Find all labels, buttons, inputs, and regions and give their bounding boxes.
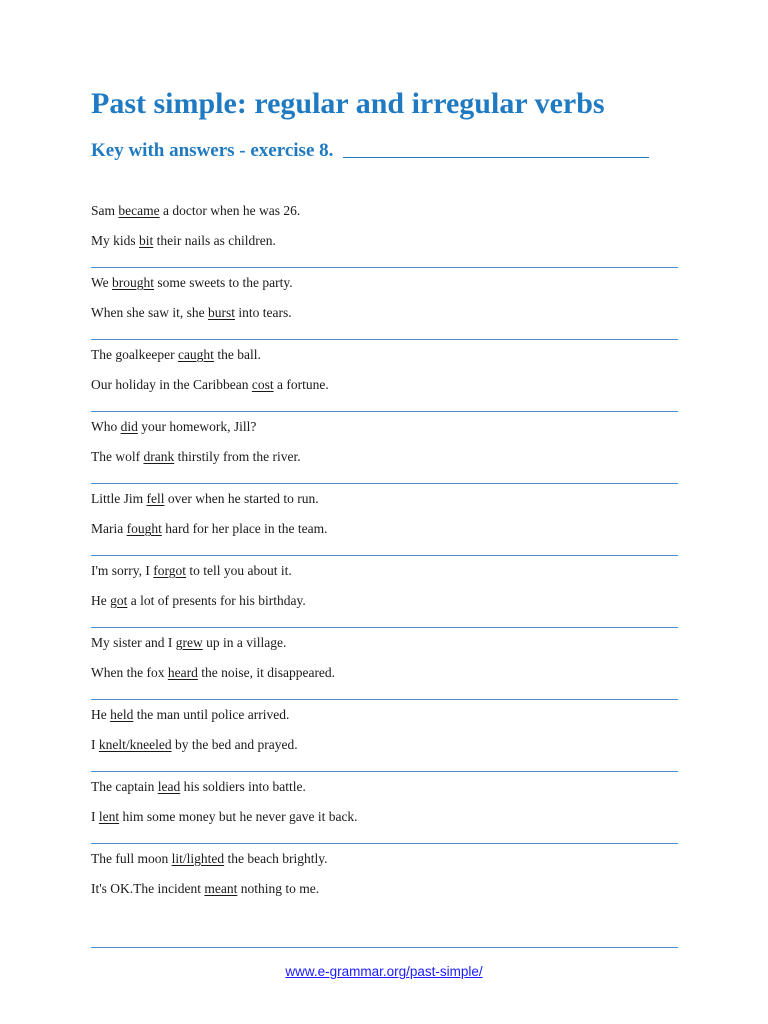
answer-group-5 [91,484,678,556]
sentence [91,418,256,435]
sentence-text: My sister and I [91,635,176,650]
answer-verb: brought [112,275,155,290]
sentence [91,736,298,753]
sentence-text: a fortune. [273,377,329,392]
sentence-text: his soldiers into battle. [180,779,306,794]
sentence [91,448,301,465]
sentence-text: The captain [91,779,158,794]
sentence-text: He [91,593,111,608]
answer-verb: meant [204,881,238,896]
sentence-text: He [91,707,111,722]
sentence-text: The goalkeeper [91,347,178,362]
sentence [91,664,335,681]
answer-group-8 [91,700,678,772]
sentence-text: Our holiday in the Caribbean [91,377,252,392]
sentence [91,592,306,609]
sentence-text: a lot of presents for his birthday. [127,593,306,608]
sentence-text: a doctor when he was 26. [159,203,301,218]
sentence [91,808,358,825]
subtitle-blank-line [343,156,649,158]
answer-verb: held [110,707,134,722]
sentence [91,490,319,507]
sentence-text: We [91,275,113,290]
footer [0,963,768,980]
answer-group-10 [91,844,678,916]
answer-group-3 [91,340,678,412]
sentence-text: up in a village. [202,635,287,650]
answer-group-7 [91,628,678,700]
sentence [91,346,261,363]
sentence-text: by the bed and prayed. [171,737,298,752]
subtitle-text: Key with answers - exercise 8. [91,140,334,161]
sentence-text: The wolf [91,449,144,464]
sentence-text: When she saw it, she [91,305,208,320]
answer-verb: did [120,419,138,434]
sentence-text: The full moon [91,851,172,866]
answer-verb: drank [143,449,175,464]
answer-group-6 [91,556,678,628]
sentence-text: some sweets to the party. [154,275,293,290]
sentence [91,520,328,537]
sentence-text: into tears. [234,305,292,320]
sentence-text: Little Jim [91,491,147,506]
sentence [91,274,293,291]
answer-verb: heard [167,665,198,680]
sentence-text: When the fox [91,665,168,680]
sentence-text: the ball. [213,347,261,362]
answer-verb: lit/lighted [171,851,225,866]
sentence-text: I'm sorry, I [91,563,154,578]
answer-verb: burst [207,305,235,320]
sentence-text: the man until police arrived. [133,707,290,722]
sentence [91,706,289,723]
answer-verb: got [110,593,128,608]
answer-verb: lead [157,779,181,794]
answer-group-1 [91,196,678,268]
sentence-text: I [91,737,99,752]
answer-verb: knelt/kneeled [98,737,172,752]
sentence-text: him some money but he never gave it back. [119,809,358,824]
sentence-text: to tell you about it. [186,563,292,578]
sentence [91,202,300,219]
answer-verb: bit [139,233,154,248]
sentence-text: their nails as children. [153,233,276,248]
sentence-text: nothing to me. [237,881,320,896]
answer-group-4 [91,412,678,484]
page-title: Past simple: regular and irregular verbs [91,87,605,120]
sentence-text: Maria [91,521,127,536]
page-subtitle [91,139,649,163]
sentence-text: over when he started to run. [164,491,319,506]
sentence-text: thirstily from the river. [174,449,301,464]
sentence [91,304,292,321]
answer-verb: became [118,203,160,218]
footer-website-link[interactable]: www.e-grammar.org/past-simple/ [285,964,483,979]
answer-verb: cost [251,377,274,392]
sentence-text: It's OK.The incident [91,881,205,896]
answer-verb: fought [126,521,162,536]
answer-group-2 [91,268,678,340]
answer-group-9 [91,772,678,844]
sentence-text: Who [91,419,121,434]
footer-divider [91,947,678,948]
sentence-text: your homework, Jill? [137,419,257,434]
answer-verb: caught [177,347,214,362]
sentence-text: Sam [91,203,119,218]
sentence [91,778,306,795]
sentence [91,232,276,249]
sentence [91,850,327,867]
sentence [91,562,292,579]
answer-verb: fell [146,491,165,506]
answer-verb: grew [175,635,203,650]
sentence-text: hard for her place in the team. [161,521,328,536]
sentence [91,634,286,651]
answer-list [91,196,678,916]
sentence [91,376,329,393]
sentence-text: I [91,809,99,824]
sentence-text: My kids [91,233,140,248]
answer-verb: forgot [153,563,187,578]
answer-verb: lent [98,809,120,824]
sentence [91,880,319,897]
sentence-text: the beach brightly. [224,851,328,866]
sentence-text: the noise, it disappeared. [197,665,336,680]
